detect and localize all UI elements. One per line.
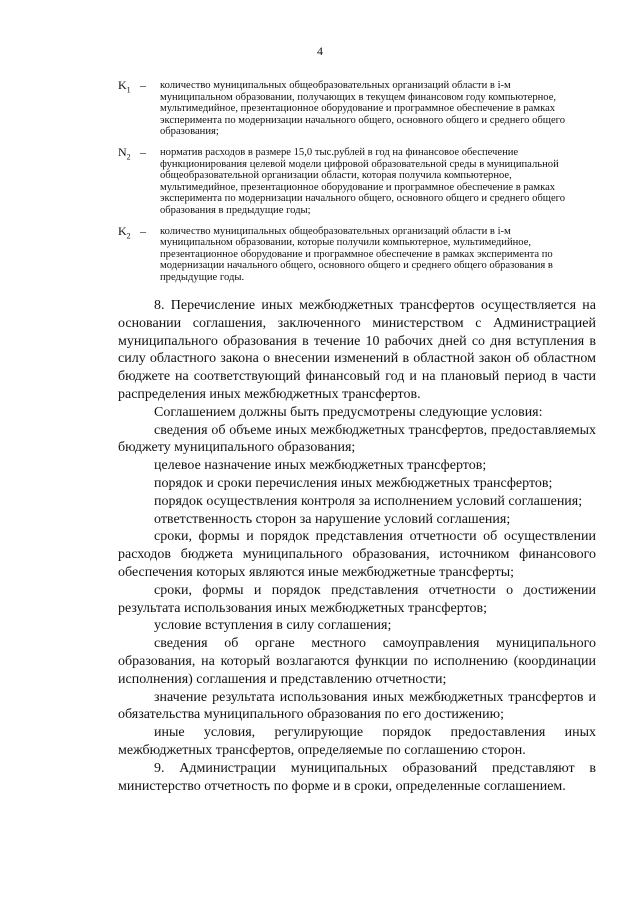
definition-k1	[118, 80, 580, 138]
definition-text: количество муниципальных общеобразовательных организаций области в i-м муниципальном образовании, получающих в текущем финансовом году компьютерное, мультимедийное, презентационное оборудование и программное обеспечение в рамках эксперимента по модернизации начального общего, основного общего и среднего общего образования;	[160, 80, 566, 138]
definition-symbol: $K_2$	[118, 223, 131, 240]
definition-text: количество муниципальных общеобразовательных организаций области в i-м муниципальном образовании, которые получили компьютерное, мультимедийное, презентационное оборудование и программное обеспечение в рамках эксперимента по модернизации начального общего, основного общего и среднего общего образования в предыдущие годы.	[160, 225, 553, 283]
paragraph-8-transfer: 8. Перечисление иных межбюджетных трансфертов осуществляется на основании соглашения, заключенного министерством с Администрацией муниципального образования в течение 10 рабочих дней со дня вступления в силу областного закона о внесении изменений в областной закон об областном бюджете на соответствующий финансовый год и на плановый период в части распределения иных межбюджетных трансфертов.	[118, 298, 596, 402]
condition-item: сведения об объеме иных межбюджетных трансфертов, предоставляемых бюджету муниципального образования;	[118, 422, 596, 456]
condition-item: условие вступления в силу соглашения;	[154, 618, 392, 634]
definition-dash: –	[140, 78, 146, 92]
page-number: 4	[317, 44, 323, 58]
definition-text: норматив расходов в размере 15,0 тыс.рублей в год на финансовое обеспечение функционирования целевой модели цифровой образовательной среды в муниципальной общеобразовательной организации области, которая получила компьютерное, мультимедийное, презентационное оборудование и программное обеспечение в рамках эксперимента по модернизации начального общего, основного общего и среднего общего образования в предыдущие годы;	[160, 146, 566, 216]
paragraph-9-reporting: 9. Администрации муниципальных образований представляют в министерство отчетность по форме и в сроки, определенные соглашением.	[118, 760, 596, 794]
definition-k2	[118, 223, 580, 284]
condition-item: целевое назначение иных межбюджетных трансфертов;	[154, 458, 487, 474]
definition-symbol: $N_2$	[118, 144, 131, 162]
condition-item: сроки, формы и порядок представления отчетности о достижении результата использования иных межбюджетных трансфертов;	[118, 582, 596, 616]
condition-item: значение результата использования иных межбюджетных трансфертов и обязательства муниципального образования по его достижению;	[118, 689, 596, 723]
condition-item: иные условия, регулирующие порядок предоставления иных межбюджетных трансфертов, определяемые по соглашению сторон.	[118, 725, 596, 758]
definition-dash: –	[140, 144, 146, 159]
definitions-list	[118, 80, 580, 293]
condition-item: сведения об органе местного самоуправления муниципального образования, на который возлагаются функции по исполнению (координации исполнения) соглашения и представлению отчетности;	[118, 636, 596, 687]
condition-item: сроки, формы и порядок представления отчетности об осуществлении расходов бюджета муниципального образования, источником финансового обеспечения которых являются иные межбюджетные трансферты;	[118, 529, 596, 580]
body-text	[118, 297, 596, 795]
condition-item: порядок осуществления контроля за исполнением условий соглашения;	[154, 493, 583, 509]
definition-dash: –	[140, 223, 146, 238]
condition-item: порядок и сроки перечисления иных межбюджетных трансфертов;	[154, 475, 553, 491]
definition-symbol: $K_1$	[118, 78, 131, 95]
paragraph-agreement-conditions: Соглашением должны быть предусмотрены следующие условия:	[154, 404, 543, 420]
condition-item: ответственность сторон за нарушение условий соглашения;	[154, 511, 511, 527]
definition-n2	[118, 144, 580, 217]
